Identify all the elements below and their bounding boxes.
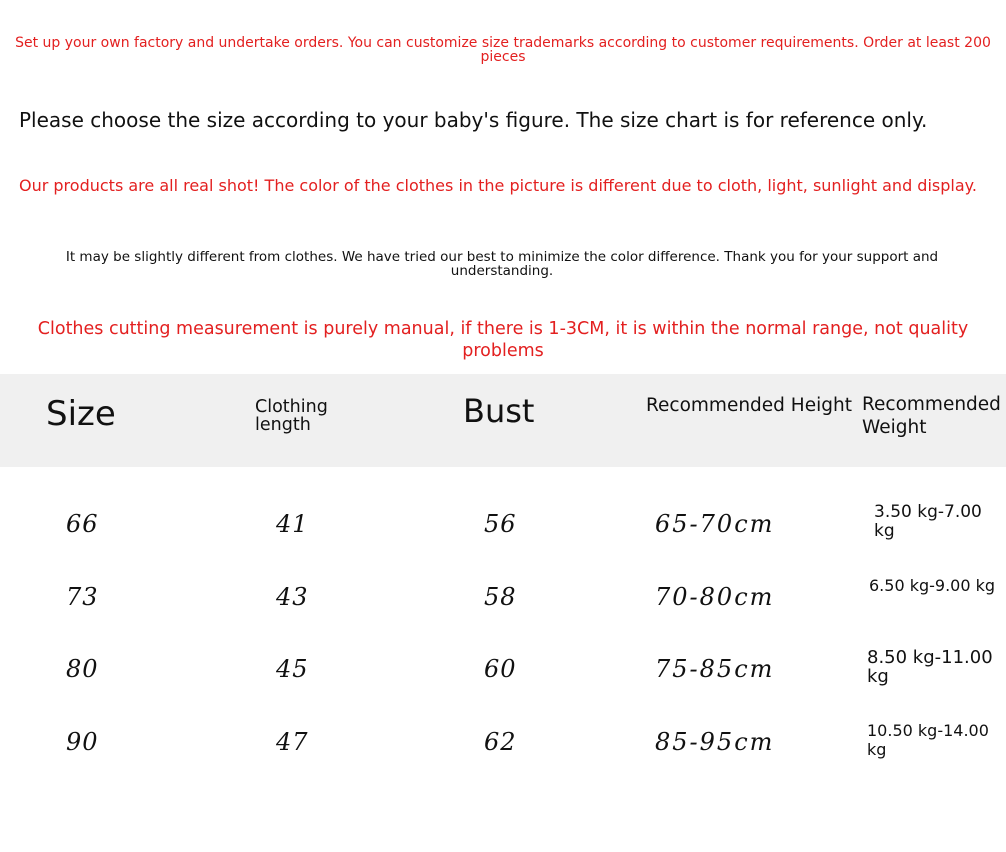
- cell-clothing-length: 47: [276, 728, 309, 756]
- cell-bust: 60: [484, 655, 517, 683]
- cell-recommended-height: 65-70cm: [655, 510, 775, 538]
- cell-clothing-length: 41: [276, 510, 309, 538]
- notice-color-difference: It may be slightly different from clothes. We have tried our best to minimize the color difference. Thank you for your support and understanding.: [65, 249, 939, 279]
- cell-recommended-height: 75-85cm: [655, 655, 775, 683]
- header-clothing-length: Clothing length: [255, 397, 328, 435]
- cell-clothing-length: 43: [276, 583, 309, 611]
- cell-size: 73: [66, 583, 99, 611]
- notice-choose-size: Please choose the size according to your baby's figure. The size chart is for reference only.: [19, 108, 928, 132]
- cell-recommended-height: 85-95cm: [655, 728, 775, 756]
- cell-recommended-height: 70-80cm: [655, 583, 775, 611]
- cell-recommended-weight: 3.50 kg-7.00 kg: [874, 502, 982, 541]
- header-bust: Bust: [463, 392, 535, 430]
- notice-cutting-measurement: Clothes cutting measurement is purely manual, if there is 1-3CM, it is within the normal range, not quality problems: [37, 319, 969, 361]
- cell-recommended-weight: 8.50 kg-11.00 kg: [867, 647, 993, 687]
- cell-recommended-weight: 6.50 kg-9.00 kg: [869, 576, 996, 595]
- header-size: Size: [46, 394, 116, 434]
- notice-real-shot: Our products are all real shot! The color of the clothes in the picture is different due to cloth, light, sunlight and display.: [19, 176, 977, 195]
- notice-factory: Set up your own factory and undertake orders. You can customize size trademarks according to customer requirements. Order at least 200 pieces: [15, 35, 991, 65]
- cell-bust: 56: [484, 510, 517, 538]
- cell-recommended-weight: 10.50 kg-14.00 kg: [867, 721, 989, 759]
- header-recommended-height: Recommended Height: [646, 395, 852, 416]
- header-recommended-weight: Recommended Weight: [862, 394, 1001, 438]
- cell-bust: 62: [484, 728, 517, 756]
- cell-size: 90: [66, 728, 99, 756]
- cell-size: 66: [66, 510, 99, 538]
- cell-size: 80: [66, 655, 99, 683]
- cell-clothing-length: 45: [276, 655, 309, 683]
- cell-bust: 58: [484, 583, 517, 611]
